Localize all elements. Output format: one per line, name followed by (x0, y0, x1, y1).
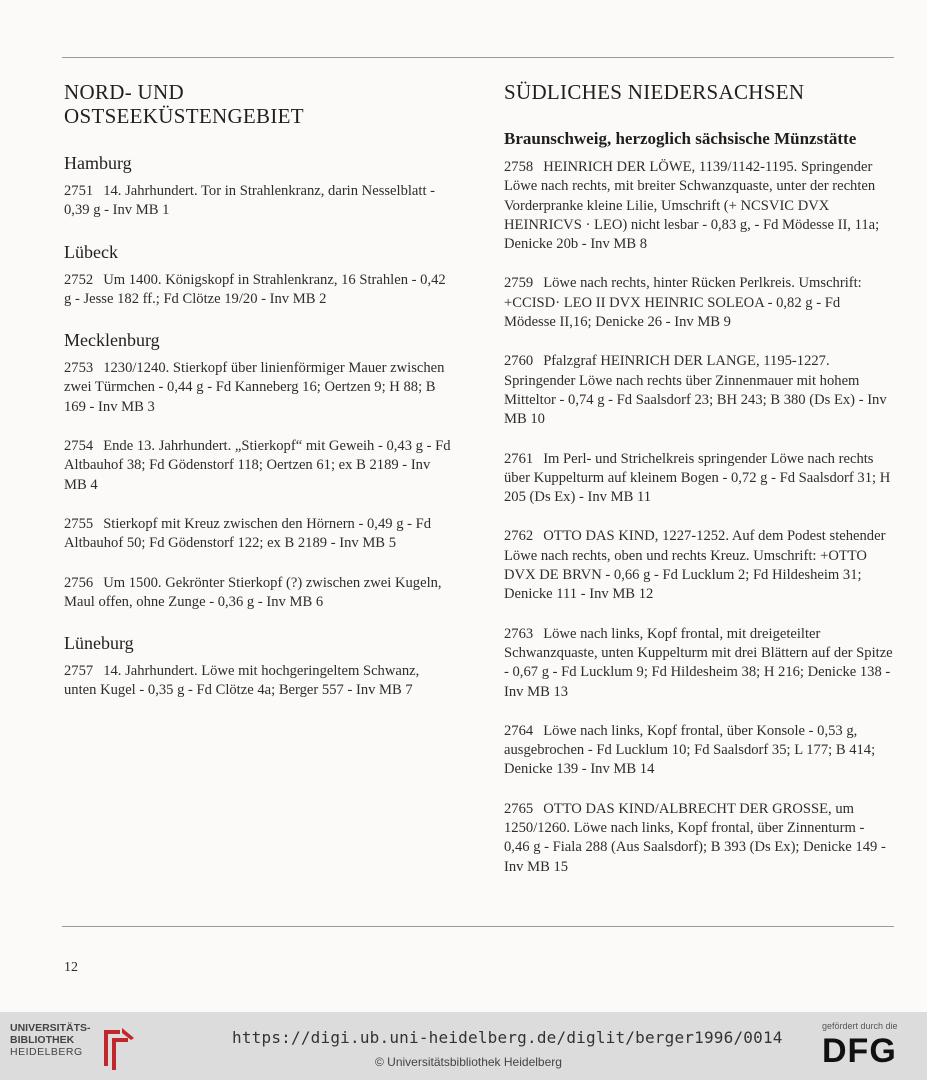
entry-number: 2760 (504, 353, 534, 370)
place-heading-mecklenburg: Mecklenburg (64, 330, 160, 351)
entry-number: 2753 (64, 360, 94, 377)
catalog-entry (64, 359, 459, 417)
catalog-entry (504, 274, 899, 332)
entry-text: OTTO DAS KIND, 1227-1252. Auf dem Podest stehender Löwe nach rechts, oben und rechts Kreuz. Umschrift: +OTTO DVX DE BRVN - 0,66 g - Fd Lucklum 2; Fd Hildesheim 31; Denicke 111 - Inv MB 12 (504, 528, 886, 603)
library-emblem-icon (98, 1026, 138, 1072)
catalog-entry (64, 437, 459, 495)
entry-text: Pfalzgraf HEINRICH DER LANGE, 1195-1227. Springender Löwe nach rechts über Zinnenmauer mit hohem Mitteltor - 0,74 g - Fd Saalsdorf 23; BH 243; B 380 (Ds Ex) - Inv MB 10 (504, 353, 887, 428)
entry-number: 2755 (64, 515, 94, 532)
place-heading-hamburg: Hamburg (64, 153, 132, 173)
entry-text: OTTO DAS KIND/ALBRECHT DER GROSSE, um 1250/1260. Löwe nach links, Kopf frontal, über Zinnenturm - 0,46 g - Fiala 288 (Aus Saalsdorf); B 393 (Ds Ex); Denicke 149 - Inv MB 15 (504, 800, 886, 875)
entry-text: HEINRICH DER LÖWE, 1139/1142-1195. Springender Löwe nach rechts, mit breiter Schwanzquaste, unter der rechten Vorderpranke kleine Lilie, Umschrift (+ NCSVIC DVX HEINRICVS · LEO) nicht lesbar - 0,83 g, - Fd Mödesse II, 11a; Denicke 20b - Inv MB 8 (504, 159, 880, 253)
dfg-logo[interactable]: DFG (822, 1032, 897, 1070)
entry-number: 2759 (504, 275, 534, 292)
catalog-entry (64, 662, 459, 701)
entry-text: Um 1400. Königskopf in Strahlenkranz, 16 Strahlen - 0,42 g - Jesse 182 ff.; Fd Clötze 19/20 - Inv MB 2 (64, 271, 446, 307)
entry-text: Stierkopf mit Kreuz zwischen den Hörnern - 0,49 g - Fd Altbauhof 50; Fd Gödenstorf 122; ex B 2189 - Inv MB 5 (64, 515, 432, 552)
catalog-entry (504, 722, 899, 780)
entry-number: 2752 (64, 271, 94, 288)
library-logo[interactable] (10, 1022, 130, 1072)
region-title-line2: OSTSEEKÜSTENGEBIET (64, 104, 304, 128)
copyright-notice: © Universitätsbibliothek Heidelberg (375, 1055, 562, 1069)
place-heading-braunschweig: Braunschweig, herzoglich sächsische Münzstätte (504, 129, 857, 148)
place-heading-luebeck: Lübeck (64, 241, 118, 262)
catalog-entry (504, 450, 899, 508)
entry-text: Löwe nach links, Kopf frontal, über Konsole - 0,53 g, ausgebrochen - Fd Lucklum 10; Fd Saalsdorf 35; L 177; B 414; Denicke 139 - Inv MB 14 (504, 722, 876, 778)
right-column (504, 80, 899, 897)
entry-text: 1230/1240. Stierkopf über linienförmiger Mauer zwischen zwei Türmchen - 0,44 g - Fd Kanneberg 16; Oertzen 9; H 88; B 169 - Inv MB 3 (64, 360, 445, 415)
entry-text: Im Perl- und Strichelkreis springender Löwe nach rechts über Kuppelturm auf kleinem Bogen - 0,72 g - Fd Saalsdorf 31; H 205 (Ds Ex) - Inv MB 11 (504, 450, 891, 506)
place-heading-lueneburg: Lüneburg (64, 633, 134, 654)
entry-number: 2756 (64, 574, 94, 591)
catalog-entry (504, 625, 899, 702)
catalog-entry (504, 352, 899, 429)
entry-text: Löwe nach links, Kopf frontal, mit dreigeteilter Schwanzquaste, unten Kuppelturm mit drei Blättern auf der Spitze - 0,67 g - Fd Lucklum 9; Fd Hildesheim 38; H 216; Denicke 138 - Inv MB 13 (504, 625, 893, 700)
left-column (64, 80, 459, 721)
library-name-line2: BIBLIOTHEK (10, 1034, 75, 1046)
entry-number: 2758 (504, 159, 534, 175)
entry-text: Um 1500. Gekrönter Stierkopf (?) zwischen zwei Kugeln, Maul offen, ohne Zunge - 0,36 g - Inv MB 6 (64, 574, 442, 610)
catalog-entry (504, 527, 899, 604)
entry-number: 2757 (64, 663, 94, 680)
catalog-entry (64, 515, 459, 554)
entry-text: 14. Jahrhundert. Löwe mit hochgeringeltem Schwanz, unten Kugel - 0,35 g - Fd Clötze 4a; Berger 557 - Inv MB 7 (64, 663, 420, 699)
catalog-entry (504, 158, 899, 254)
region-title-nord (64, 80, 459, 128)
entry-number: 2762 (504, 528, 534, 545)
entry-text: Ende 13. Jahrhundert. „Stierkopf“ mit Geweih - 0,43 g - Fd Altbauhof 38; Fd Gödenstorf 118; Oertzen 61; ex B 2189 - Inv MB 4 (64, 438, 451, 493)
document-url-link[interactable]: https://digi.ub.uni-heidelberg.de/diglit/berger1996/0014 (232, 1028, 783, 1047)
entry-number: 2764 (504, 722, 534, 739)
entry-text: 14. Jahrhundert. Tor in Strahlenkranz, darin Nesselblatt - 0,39 g - Inv MB 1 (64, 183, 436, 219)
entry-number: 2754 (64, 438, 94, 455)
bottom-rule (62, 926, 894, 927)
entry-number: 2763 (504, 625, 534, 642)
entry-text: Löwe nach rechts, hinter Rücken Perlkreis. Umschrift: +CCISD· LEO II DVX HEINRIC SOLEOA - 0,82 g - Fd Mödesse II,16; Denicke 26 - Inv MB 9 (504, 275, 862, 331)
top-rule (62, 57, 894, 58)
catalog-entry (504, 800, 899, 877)
catalog-entry (64, 182, 459, 221)
entry-number: 2761 (504, 450, 534, 467)
catalog-entry (64, 574, 459, 613)
entry-number: 2765 (504, 800, 534, 817)
funding-note: gefördert durch die (822, 1021, 898, 1031)
region-title-sued: SÜDLICHES NIEDERSACHSEN (504, 80, 805, 104)
page-number: 12 (64, 960, 78, 975)
region-title-line1: NORD- UND (64, 80, 184, 104)
library-name-line1: UNIVERSITÄTS- (10, 1022, 91, 1034)
entry-number: 2751 (64, 183, 94, 199)
catalog-entry (64, 271, 459, 310)
library-name-line3: HEIDELBERG (10, 1046, 83, 1058)
viewer-footer (0, 1012, 927, 1080)
